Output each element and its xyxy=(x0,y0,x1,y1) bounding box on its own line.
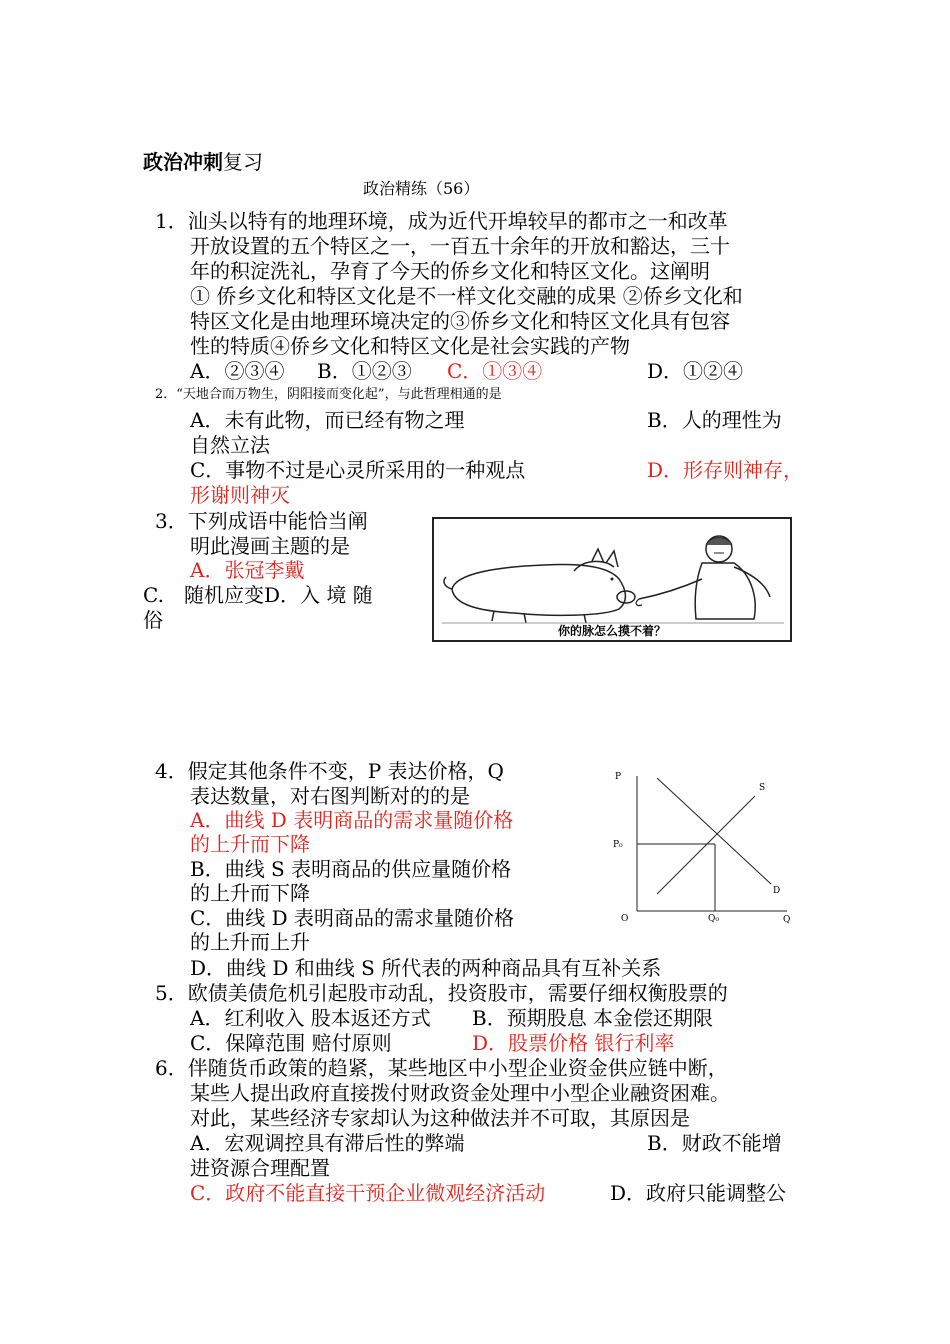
graph-label-p: P xyxy=(615,772,622,782)
q6-option-b-cont: 进资源合理配置 xyxy=(190,1156,330,1180)
q1-line-5: 特区文化是由地理环境决定的③侨乡文化和特区文化具有包容 xyxy=(190,309,730,333)
q6-stem-3: 对此，某些经济专家却认为这种做法并不可取，其原因是 xyxy=(190,1106,690,1130)
q2-option-b-cont: 自然立法 xyxy=(190,433,270,457)
graph-label-o: O xyxy=(621,914,629,924)
q6-option-a: A．宏观调控具有滞后性的弊端 xyxy=(190,1131,465,1155)
q3-stem-1: 3．下列成语中能恰当阐 xyxy=(155,509,368,533)
q2-stem: 2．“天地合而万物生，阴阳接而变化起”，与此哲理相通的是 xyxy=(155,387,502,402)
q2-option-c: C．事物不过是心灵所采用的一种观点 xyxy=(190,458,526,482)
q3-stem-2: 明此漫画主题的是 xyxy=(190,534,350,558)
graph-label-d: D xyxy=(773,886,781,896)
page-subtitle: 政治精练（56） xyxy=(363,179,480,198)
q5-option-a: A．红利收入 股本返还方式 xyxy=(190,1006,431,1030)
page-title-rest: 复习 xyxy=(223,150,263,174)
q4-option-d: D．曲线 D 和曲线 S 所代表的两种商品具有互补关系 xyxy=(190,956,662,980)
q2-option-b: B．人的理性为 xyxy=(647,408,782,432)
q1-line-1: 1．汕头以特有的地理环境，成为近代开埠较早的都市之一和改革 xyxy=(155,209,728,233)
q2-option-a: A．未有此物，而已经有物之理 xyxy=(190,408,465,432)
q3-option-c-d: C. 随机应变D．入 境 随 xyxy=(143,583,373,607)
q1-line-3: 年的积淀洗礼，孕育了今天的侨乡文化和特区文化。这阐明 xyxy=(190,259,710,283)
q5-stem: 5．欧债美债危机引起股市动乱，投资股市，需要仔细权衡股票的 xyxy=(155,981,728,1005)
q6-stem-1: 6．伴随货币政策的趋紧，某些地区中小型企业资金供应链中断， xyxy=(155,1056,728,1080)
q1-line-2: 开放设置的五个特区之一，一百五十余年的开放和豁达，三十 xyxy=(190,234,730,258)
q4-option-a-cont: 的上升而下降 xyxy=(190,832,310,856)
q6-option-b: B．财政不能增 xyxy=(647,1131,782,1155)
graph-label-s: S xyxy=(759,783,766,793)
q5-option-b: B．预期股息 本金偿还期限 xyxy=(472,1006,714,1030)
q1-option-a: A．②③④ xyxy=(190,359,285,383)
q1-line-4: ① 侨乡文化和特区文化是不一样文化交融的成果 ②侨乡文化和 xyxy=(190,284,743,308)
q2-option-d-cont: 形谢则神灭 xyxy=(190,483,290,507)
q4-stem-2: 表达数量，对右图判断对的的是 xyxy=(190,784,470,808)
q3-option-a-answer: A．张冠李戴 xyxy=(190,558,305,582)
q1-line-6: 性的特质④侨乡文化和特区文化是社会实践的产物 xyxy=(190,334,630,358)
q4-supply-demand-graph xyxy=(605,768,795,928)
q4-option-b: B．曲线 S 表明商品的供应量随价格 xyxy=(190,857,512,881)
q4-option-c-cont: 的上升而上升 xyxy=(190,930,310,954)
q4-option-c: C．曲线 D 表明商品的需求量随价格 xyxy=(190,906,515,930)
q5-option-d-answer: D．股票价格 银行利率 xyxy=(472,1031,675,1055)
graph-label-p0: P₀ xyxy=(613,840,623,850)
q1-option-c-answer: C．①③④ xyxy=(447,359,543,383)
q1-option-b: B．①②③ xyxy=(317,359,412,383)
q4-stem-1: 4．假定其他条件不变，P 表达价格，Q xyxy=(155,759,504,783)
q4-option-b-cont: 的上升而下降 xyxy=(190,881,310,905)
cartoon-caption: 你的脉怎么摸不着？ xyxy=(557,624,666,638)
graph-label-q: Q xyxy=(783,915,791,925)
q6-stem-2: 某些人提出政府直接拨付财政资金处理中小型企业融资困难。 xyxy=(190,1081,730,1105)
demand-curve-d xyxy=(657,778,771,884)
supply-curve-s xyxy=(657,796,755,894)
page-title-bold: 政治冲刺 xyxy=(143,150,223,174)
q4-option-a-answer: A．曲线 D 表明商品的需求量随价格 xyxy=(190,808,514,832)
q1-option-d: D．①②④ xyxy=(647,359,744,383)
q3-option-d-cont: 俗 xyxy=(143,608,163,632)
q6-option-d: D．政府只能调整公 xyxy=(610,1181,787,1205)
graph-label-q0: Q₀ xyxy=(708,914,719,924)
q3-cartoon-image xyxy=(432,517,792,642)
page-title xyxy=(143,150,263,174)
q2-option-d-answer: D．形存则神存， xyxy=(647,458,804,482)
q6-option-c-answer: C．政府不能直接干预企业微观经济活动 xyxy=(190,1181,546,1205)
q5-option-c: C．保障范围 赔付原则 xyxy=(190,1031,392,1055)
